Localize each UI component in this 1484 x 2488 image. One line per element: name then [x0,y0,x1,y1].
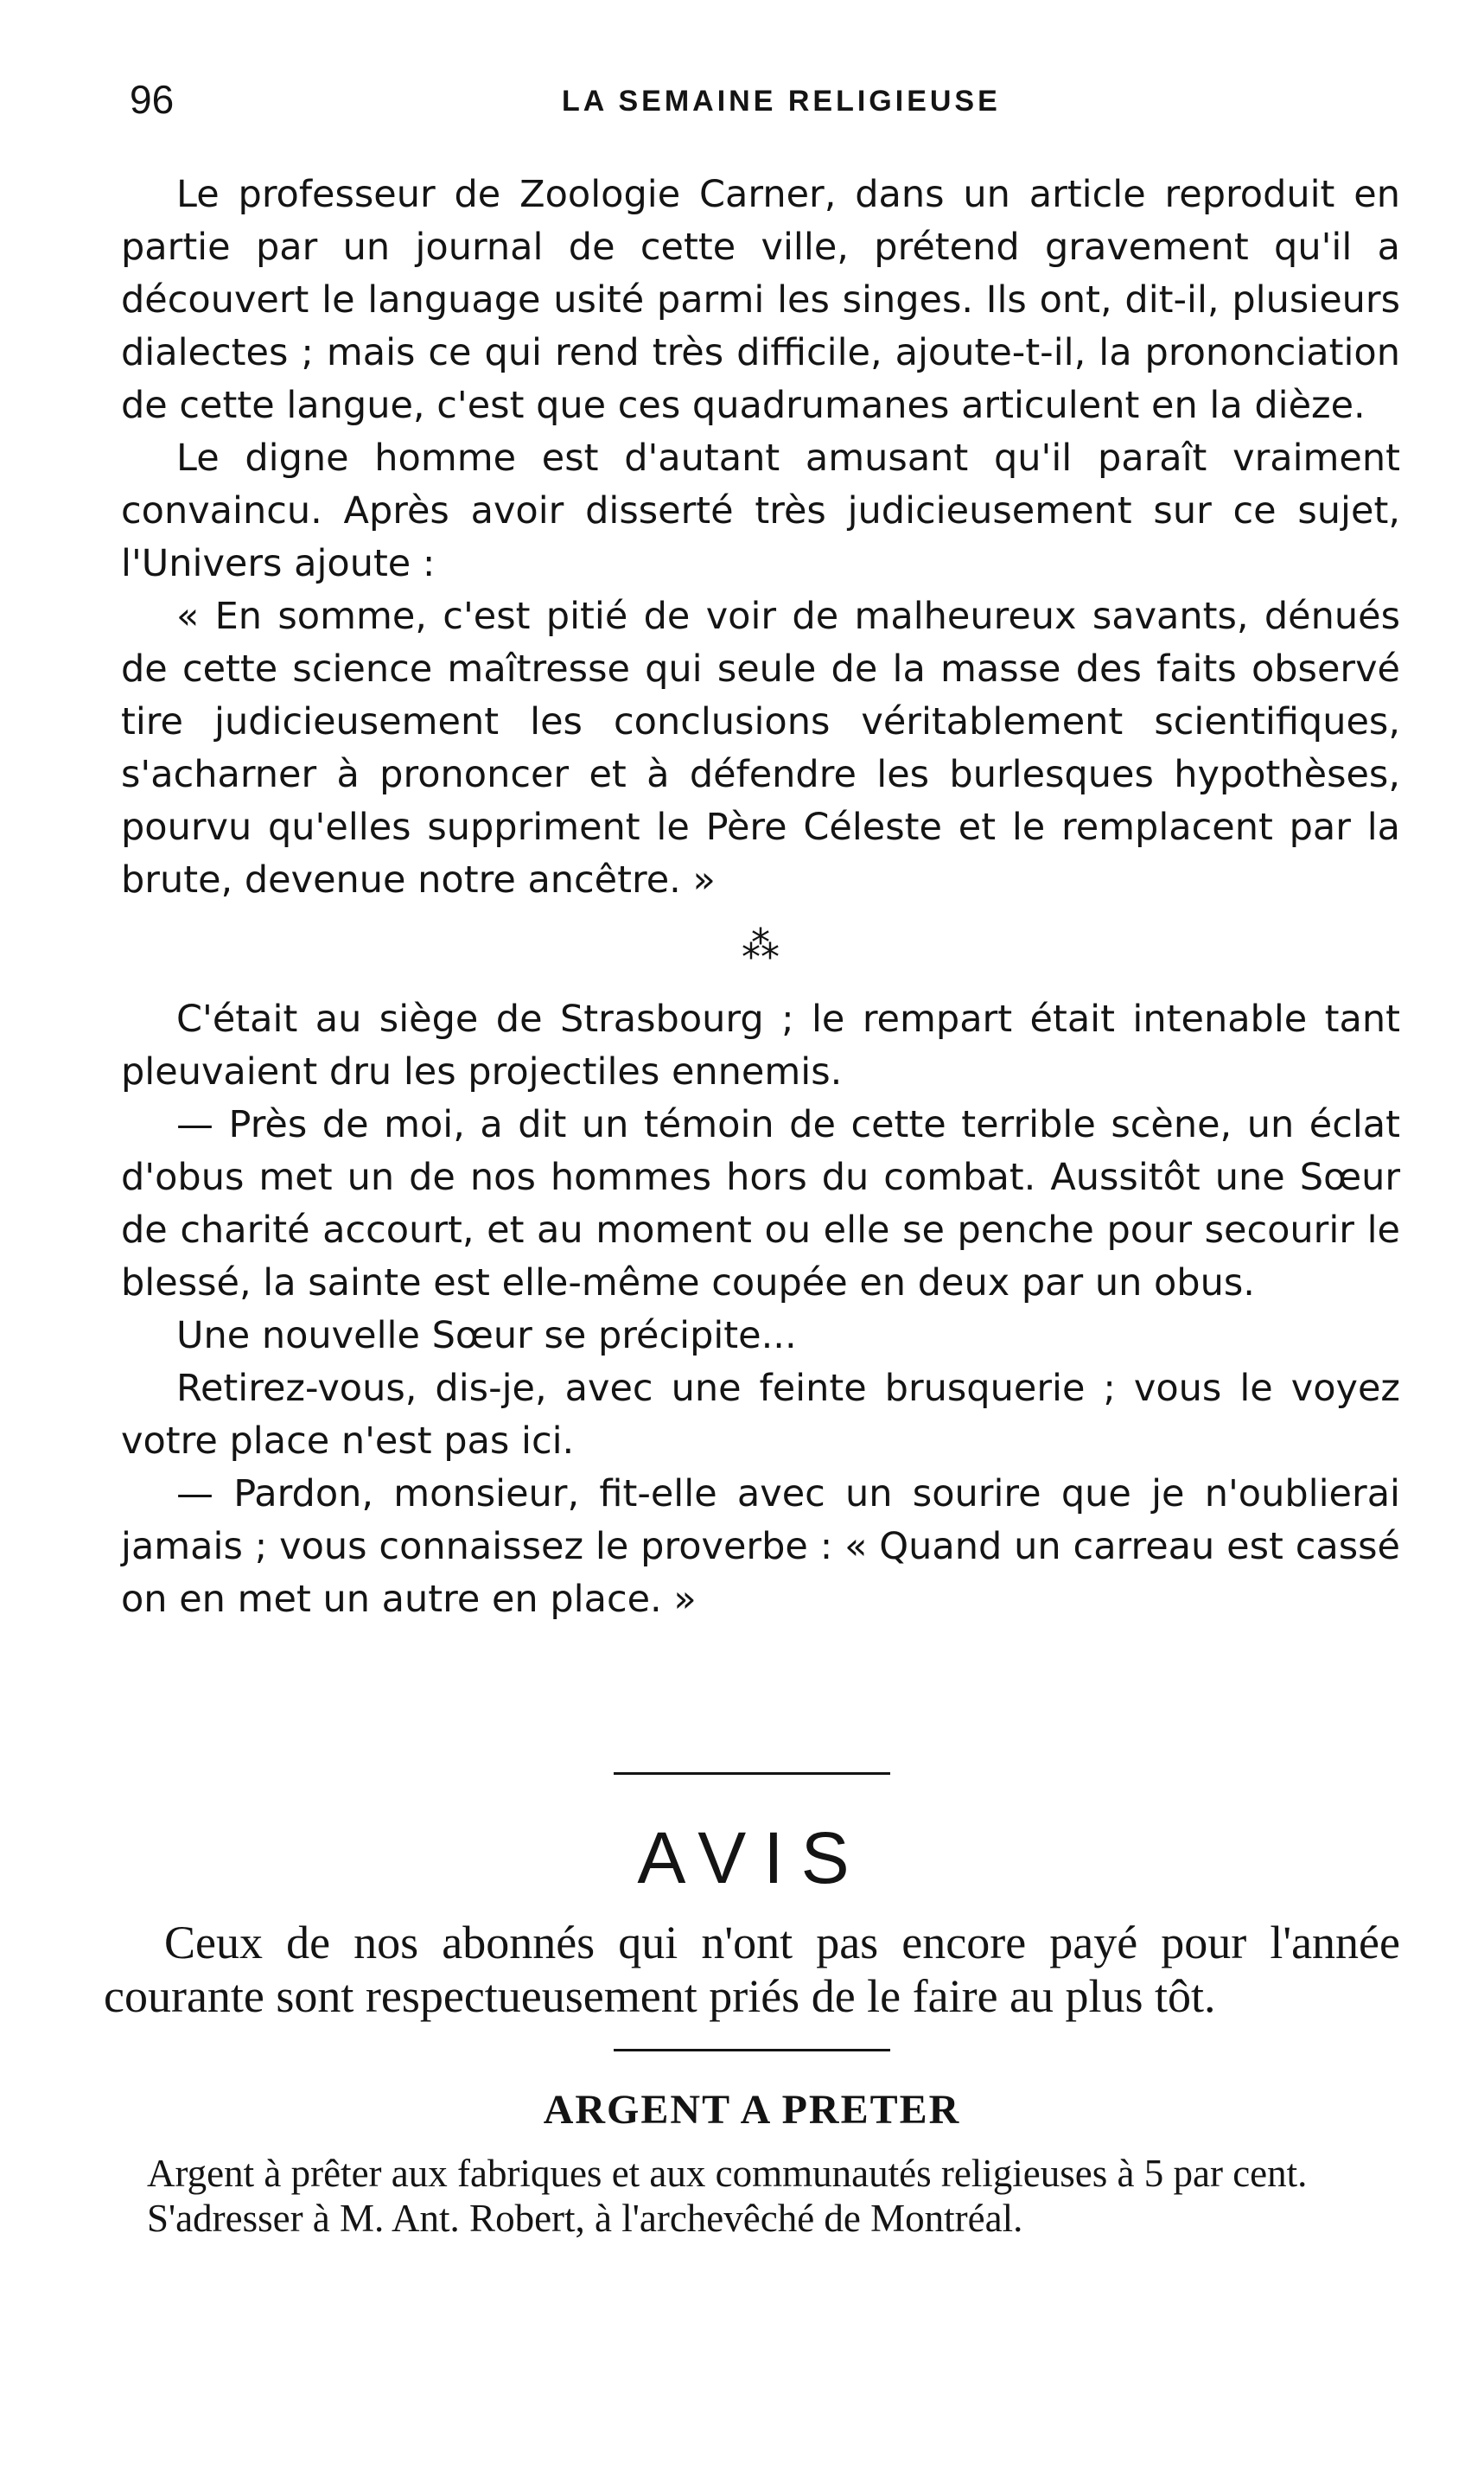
running-head: LA SEMAINE RELIGIEUSE [562,85,1001,118]
paragraph-digne-homme: Le digne homme est d'autant amusant qu'il paraît vraiment convaincu. Après avoir disserté très judicieusement sur ce sujet, l'Univers ajoute : [121,437,1400,585]
argent-text-line1: Argent à prêter aux fabriques et aux communautés religieuses à 5 par cent. [147,2152,1308,2195]
page-number: 96 [130,77,175,122]
paragraph-retirez-vous: Retirez-vous, dis-je, avec une feinte brusquerie ; vous le voyez votre place n'est pas ici. [121,1367,1400,1463]
section-rule [614,1772,890,1775]
paragraph-pardon: — Pardon, monsieur, fit-elle avec un sourire que je n'oublierai jamais ; vous connaissez le proverbe : « Quand un carreau est cassé on en met un autre en place. » [121,1472,1400,1621]
paragraph-nouvelle-soeur: Une nouvelle Sœur se précipite... [176,1314,797,1357]
avis-title: AVIS [637,1817,867,1898]
paragraph-temoin: — Près de moi, a dit un témoin de cette terrible scène, un éclat d'obus met un de nos hommes hors du combat. Aussitôt une Sœur de charité accourt, et au moment ou elle se penche pour secourir le blessé, la sainte est elle-même coupée en deux par un obus. [121,1103,1400,1305]
article-body [121,169,1400,1626]
argent-title: ARGENT A PRETER [543,2087,961,2133]
section-rule [614,2049,890,2051]
paragraph-zoology: Le professeur de Zoologie Carner, dans un article reproduit en partie par un journal de cette ville, prétend gravement qu'il a découvert le language usité parmi les singes. Ils ont, dit-il, plusieurs dialectes ; mais ce qui rend très difficile, ajoute-t-il, la prononciation de cette langue, c'est que ces quadrumanes articulent en la dièze. [121,173,1400,427]
paragraph-quote-univers: « En somme, c'est pitié de voir de malheureux savants, dénués de cette science maîtresse qui seule de la masse des faits observé tire judicieusement les conclusions véritablement scientifiques, s'acharner à prononcer et à défendre les burlesques hypothèses, pourvu qu'elles suppriment le Père Céleste et le remplacent par la brute, devenue notre ancêtre. » [121,595,1400,902]
argent-text-line2: S'adresser à M. Ant. Robert, à l'archevêché de Montréal. [147,2197,1023,2240]
asterism-separator: ⁂ [742,923,780,967]
argent-section [104,2049,1400,2241]
paragraph-strasbourg: C'était au siège de Strasbourg ; le rempart était intenable tant pleuvaient dru les projectiles ennemis. [121,998,1400,1094]
page-header [130,76,1374,137]
avis-text: Ceux de nos abonnés qui n'ont pas encore payé pour l'année courante sont respectueusement priés de le faire au plus tôt. [104,1917,1400,2022]
avis-section [104,1772,1400,2023]
